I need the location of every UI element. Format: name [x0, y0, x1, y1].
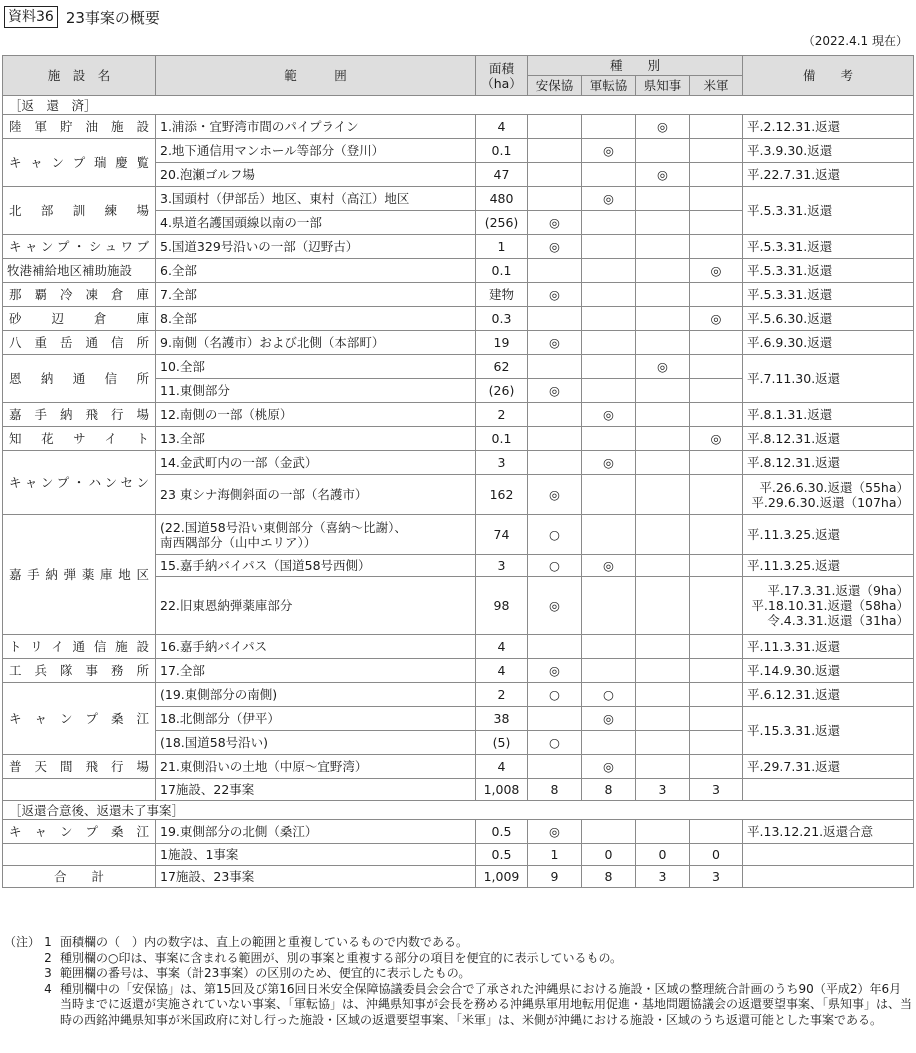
type-beigun-cell — [690, 820, 743, 844]
type-tenkan-cell: 8 — [582, 866, 636, 888]
note-cell: 平.11.3.25.返還 — [743, 555, 914, 577]
range-cell: 4.県道名護国頭線以南の一部 — [156, 211, 476, 235]
table-row — [3, 259, 914, 283]
type-tenkan-cell: ◎ — [582, 403, 636, 427]
type-chiji-cell — [636, 555, 690, 577]
col-beigun: 米軍 — [690, 76, 743, 96]
note-item — [4, 935, 912, 951]
type-anpo-cell: ○ — [528, 515, 582, 555]
type-beigun-cell — [690, 577, 743, 635]
facility-name-cell: 陸軍貯油施設 — [3, 115, 156, 139]
table-row — [3, 820, 914, 844]
table-row — [3, 355, 914, 379]
range-cell: 2.地下通信用マンホール等部分（登川） — [156, 139, 476, 163]
type-tenkan-cell: ◎ — [582, 187, 636, 211]
subtotal-row — [3, 779, 914, 801]
type-beigun-cell — [690, 707, 743, 731]
area-cell: 2 — [476, 683, 528, 707]
type-anpo-cell: ◎ — [528, 379, 582, 403]
type-chiji-cell — [636, 379, 690, 403]
type-anpo-cell: ◎ — [528, 820, 582, 844]
facility-name-cell: キャンプ瑞慶覧 — [3, 139, 156, 187]
type-tenkan-cell — [582, 577, 636, 635]
type-beigun-cell — [690, 475, 743, 515]
type-tenkan-cell — [582, 659, 636, 683]
note-number: 4 — [44, 981, 52, 996]
type-anpo-cell: ◎ — [528, 331, 582, 355]
note-cell: 平.17.3.31.返還（9ha） 平.18.10.31.返還（58ha） 令.4.3.31.返還（31ha） — [743, 577, 914, 635]
area-cell: 62 — [476, 355, 528, 379]
col-note: 備 考 — [743, 56, 914, 96]
table-row — [3, 139, 914, 163]
area-cell: 0.1 — [476, 259, 528, 283]
total-area-cell: 1,009 — [476, 866, 528, 888]
facility-name-cell: 砂辺倉庫 — [3, 307, 156, 331]
type-beigun-cell — [690, 163, 743, 187]
type-anpo-cell — [528, 307, 582, 331]
type-tenkan-cell: ○ — [582, 683, 636, 707]
type-tenkan-cell — [582, 211, 636, 235]
facility-name-cell: 北部訓練場 — [3, 187, 156, 235]
type-beigun-cell — [690, 283, 743, 307]
range-cell: 18.北側部分（伊平） — [156, 707, 476, 731]
table-row — [3, 451, 914, 475]
section-row — [3, 96, 914, 115]
type-anpo-cell: ◎ — [528, 211, 582, 235]
note-cell: 平.11.3.25.返還 — [743, 515, 914, 555]
subtotal-range-cell: 1施設、1事案 — [156, 844, 476, 866]
type-chiji-cell — [636, 235, 690, 259]
range-cell: (22.国道58号沿い東側部分（喜納～比謝）、 南西隅部分（山中エリア）） — [156, 515, 476, 555]
note-number: 1 — [44, 935, 52, 949]
section-row — [3, 801, 914, 820]
note-text: 範囲欄の番号は、事案（計23事案）の区別のため、便宜的に表示したもの。 — [60, 966, 471, 980]
area-cell: 0.1 — [476, 427, 528, 451]
type-tenkan-cell — [582, 475, 636, 515]
type-chiji-cell — [636, 659, 690, 683]
type-anpo-cell: 1 — [528, 844, 582, 866]
document-header — [4, 4, 160, 30]
note-cell: 平.5.3.31.返還 — [743, 187, 914, 235]
facility-name-cell: 那覇冷凍倉庫 — [3, 283, 156, 307]
type-anpo-cell — [528, 355, 582, 379]
note-cell: 平.13.12.21.返還合意 — [743, 820, 914, 844]
type-chiji-cell: 0 — [636, 844, 690, 866]
note-cell: 平.5.3.31.返還 — [743, 283, 914, 307]
empty-note-cell — [743, 779, 914, 801]
table-row — [3, 115, 914, 139]
type-anpo-cell — [528, 259, 582, 283]
range-cell: 23 東シナ海側斜面の一部（名護市） — [156, 475, 476, 515]
type-beigun-cell — [690, 235, 743, 259]
area-cell: 建物 — [476, 283, 528, 307]
col-anpo: 安保協 — [528, 76, 582, 96]
note-item — [4, 966, 912, 982]
range-cell: 8.全部 — [156, 307, 476, 331]
note-cell: 平.3.9.30.返還 — [743, 139, 914, 163]
type-beigun-cell — [690, 187, 743, 211]
range-cell: 19.東側部分の北側（桑江） — [156, 820, 476, 844]
note-cell: 平.29.7.31.返還 — [743, 755, 914, 779]
note-text: 面積欄の（ ）内の数字は、直上の範囲と重複しているもので内数である。 — [60, 935, 469, 949]
type-beigun-cell — [690, 403, 743, 427]
area-cell: 162 — [476, 475, 528, 515]
range-cell: 20.泡瀬ゴルフ場 — [156, 163, 476, 187]
type-tenkan-cell — [582, 635, 636, 659]
range-cell: 14.金武町内の一部（金武） — [156, 451, 476, 475]
table-row — [3, 659, 914, 683]
facility-name-cell: 嘉手納飛行場 — [3, 403, 156, 427]
type-anpo-cell: 8 — [528, 779, 582, 801]
facility-name-cell: キャンプ桑江 — [3, 820, 156, 844]
range-cell: 12.南側の一部（桃原） — [156, 403, 476, 427]
type-chiji-cell — [636, 187, 690, 211]
note-number: 3 — [44, 966, 52, 980]
area-cell: 19 — [476, 331, 528, 355]
note-number: 2 — [44, 950, 52, 965]
empty-note-cell — [743, 844, 914, 866]
type-beigun-cell — [690, 115, 743, 139]
type-chiji-cell — [636, 515, 690, 555]
area-cell: (5) — [476, 731, 528, 755]
area-cell: 4 — [476, 755, 528, 779]
type-tenkan-cell: 0 — [582, 844, 636, 866]
type-chiji-cell: 3 — [636, 779, 690, 801]
table-row — [3, 515, 914, 555]
note-text: 種別欄中の「安保協」は、第15回及び第16回日米安全保障協議委員会会合で了承された沖縄県における施設・区域の整理統合計画のうち90（平成2）年6月当時までに返還が実施されていない事案、「軍転協」は、沖縄県知事が会長を務める沖縄県軍用地転用促進・基地問題協議会の返還要望事案、「県知事」は、当時の西銘沖縄県知事が米国政府に対し行った施設・区域の返還要望事案、「米軍」は、米側が沖縄における施設・区域のうち返還可能とした事案である。 — [60, 981, 913, 1027]
col-range: 範 囲 — [156, 56, 476, 96]
range-cell: (18.国道58号沿い) — [156, 731, 476, 755]
range-cell: 3.国頭村（伊部岳）地区、東村（高江）地区 — [156, 187, 476, 211]
total-row — [3, 866, 914, 888]
type-anpo-cell — [528, 451, 582, 475]
facility-name-cell: 普天間飛行場 — [3, 755, 156, 779]
area-cell: 480 — [476, 187, 528, 211]
type-beigun-cell: ◎ — [690, 307, 743, 331]
type-tenkan-cell — [582, 331, 636, 355]
range-cell: 16.嘉手納バイパス — [156, 635, 476, 659]
type-chiji-cell — [636, 307, 690, 331]
type-chiji-cell — [636, 403, 690, 427]
col-type: 種 別 — [528, 56, 743, 76]
facility-name-cell: キャンプ桑江 — [3, 683, 156, 755]
as-of-date: （2022.4.1 現在） — [802, 34, 908, 48]
type-beigun-cell — [690, 355, 743, 379]
col-area: 面積 （ha） — [476, 56, 528, 96]
facility-name-cell: 嘉手納弾薬庫地区 — [3, 515, 156, 635]
type-chiji-cell: ◎ — [636, 355, 690, 379]
note-cell: 平.11.3.31.返還 — [743, 635, 914, 659]
area-cell: 4 — [476, 635, 528, 659]
area-cell: 47 — [476, 163, 528, 187]
range-cell: 22.旧東恩納弾薬庫部分 — [156, 577, 476, 635]
type-chiji-cell — [636, 707, 690, 731]
type-tenkan-cell: ◎ — [582, 755, 636, 779]
area-cell: 2 — [476, 403, 528, 427]
type-chiji-cell — [636, 427, 690, 451]
type-chiji-cell — [636, 475, 690, 515]
type-anpo-cell: ○ — [528, 555, 582, 577]
subtotal-area-cell: 1,008 — [476, 779, 528, 801]
facility-name-cell: 八重岳通信所 — [3, 331, 156, 355]
facility-name-cell: キャンプ・ハンセン — [3, 451, 156, 515]
type-beigun-cell — [690, 635, 743, 659]
document-title: 23事案の概要 — [65, 8, 160, 27]
table-row — [3, 235, 914, 259]
type-tenkan-cell — [582, 283, 636, 307]
area-cell: 4 — [476, 659, 528, 683]
table-row — [3, 403, 914, 427]
facility-name-cell: 工兵隊事務所 — [3, 659, 156, 683]
note-cell: 平.6.12.31.返還 — [743, 683, 914, 707]
type-tenkan-cell: ◎ — [582, 139, 636, 163]
type-anpo-cell: ◎ — [528, 235, 582, 259]
area-cell: (256) — [476, 211, 528, 235]
type-anpo-cell: ◎ — [528, 577, 582, 635]
note-cell: 平.22.7.31.返還 — [743, 163, 914, 187]
type-tenkan-cell — [582, 115, 636, 139]
total-label-cell: 合 計 — [3, 866, 156, 888]
type-anpo-cell: ○ — [528, 731, 582, 755]
type-beigun-cell — [690, 139, 743, 163]
area-cell: 38 — [476, 707, 528, 731]
section-heading: ［返 還 済］ — [3, 96, 914, 115]
type-chiji-cell — [636, 755, 690, 779]
col-chiji: 県知事 — [636, 76, 690, 96]
type-chiji-cell: ◎ — [636, 163, 690, 187]
type-beigun-cell: ◎ — [690, 259, 743, 283]
type-beigun-cell: 0 — [690, 844, 743, 866]
range-cell: 13.全部 — [156, 427, 476, 451]
note-cell: 平.8.1.31.返還 — [743, 403, 914, 427]
type-beigun-cell — [690, 515, 743, 555]
type-chiji-cell — [636, 683, 690, 707]
range-cell: 11.東側部分 — [156, 379, 476, 403]
area-cell: 0.1 — [476, 139, 528, 163]
type-chiji-cell — [636, 820, 690, 844]
note-cell: 平.5.3.31.返還 — [743, 235, 914, 259]
range-cell: 6.全部 — [156, 259, 476, 283]
type-beigun-cell — [690, 451, 743, 475]
type-anpo-cell — [528, 635, 582, 659]
type-anpo-cell — [528, 403, 582, 427]
type-anpo-cell — [528, 139, 582, 163]
type-beigun-cell: 3 — [690, 779, 743, 801]
type-tenkan-cell — [582, 235, 636, 259]
range-cell: 21.東側沿いの土地（中原～宜野湾） — [156, 755, 476, 779]
range-cell: 7.全部 — [156, 283, 476, 307]
area-cell: 98 — [476, 577, 528, 635]
type-chiji-cell — [636, 211, 690, 235]
document-label: 資料36 — [4, 6, 58, 28]
empty-name-cell — [3, 779, 156, 801]
type-beigun-cell — [690, 331, 743, 355]
type-beigun-cell — [690, 211, 743, 235]
type-tenkan-cell — [582, 427, 636, 451]
note-cell: 平.7.11.30.返還 — [743, 355, 914, 403]
facility-name-cell: 牧港補給地区補助施設 — [3, 259, 156, 283]
note-item — [4, 951, 912, 967]
table-row — [3, 187, 914, 211]
type-anpo-cell: ◎ — [528, 659, 582, 683]
table-row — [3, 635, 914, 659]
type-chiji-cell — [636, 577, 690, 635]
table-row — [3, 427, 914, 451]
type-chiji-cell — [636, 331, 690, 355]
area-cell: 0.3 — [476, 307, 528, 331]
type-anpo-cell: ◎ — [528, 475, 582, 515]
notes-prefix: （注） — [4, 935, 41, 949]
area-cell: 74 — [476, 515, 528, 555]
type-tenkan-cell — [582, 515, 636, 555]
area-cell: 3 — [476, 555, 528, 577]
note-item — [4, 982, 912, 1029]
type-anpo-cell — [528, 115, 582, 139]
type-anpo-cell: ○ — [528, 683, 582, 707]
type-tenkan-cell: ◎ — [582, 451, 636, 475]
note-cell: 平.8.12.31.返還 — [743, 451, 914, 475]
type-chiji-cell — [636, 283, 690, 307]
area-cell: 4 — [476, 115, 528, 139]
type-beigun-cell — [690, 555, 743, 577]
type-chiji-cell — [636, 635, 690, 659]
note-cell: 平.5.6.30.返還 — [743, 307, 914, 331]
type-anpo-cell: 9 — [528, 866, 582, 888]
type-beigun-cell: ◎ — [690, 427, 743, 451]
table-row — [3, 683, 914, 707]
type-anpo-cell — [528, 707, 582, 731]
type-beigun-cell — [690, 683, 743, 707]
type-tenkan-cell — [582, 379, 636, 403]
type-beigun-cell — [690, 755, 743, 779]
total-range-cell: 17施設、23事案 — [156, 866, 476, 888]
type-beigun-cell — [690, 379, 743, 403]
subtotal-row — [3, 844, 914, 866]
note-cell: 平.8.12.31.返還 — [743, 427, 914, 451]
note-cell: 平.15.3.31.返還 — [743, 707, 914, 755]
note-cell: 平.2.12.31.返還 — [743, 115, 914, 139]
type-tenkan-cell: ◎ — [582, 555, 636, 577]
type-tenkan-cell: ◎ — [582, 707, 636, 731]
range-cell: 1.浦添・宜野湾市間のパイプライン — [156, 115, 476, 139]
type-tenkan-cell — [582, 820, 636, 844]
note-cell: 平.5.3.31.返還 — [743, 259, 914, 283]
col-name: 施 設 名 — [3, 56, 156, 96]
range-cell: (19.東側部分の南側) — [156, 683, 476, 707]
type-beigun-cell: 3 — [690, 866, 743, 888]
table-row — [3, 283, 914, 307]
facility-name-cell: トリイ通信施設 — [3, 635, 156, 659]
note-cell: 平.14.9.30.返還 — [743, 659, 914, 683]
facility-name-cell: 知花サイト — [3, 427, 156, 451]
type-anpo-cell — [528, 187, 582, 211]
range-cell: 17.全部 — [156, 659, 476, 683]
type-chiji-cell: 3 — [636, 866, 690, 888]
cases-table — [2, 55, 914, 888]
range-cell: 5.国道329号沿いの一部（辺野古） — [156, 235, 476, 259]
type-chiji-cell — [636, 731, 690, 755]
type-tenkan-cell — [582, 163, 636, 187]
type-beigun-cell — [690, 731, 743, 755]
section-heading: ［返還合意後、返還未了事案］ — [3, 801, 914, 820]
type-anpo-cell — [528, 163, 582, 187]
note-text: 種別欄の○印は、事案に含まれる範囲が、別の事案と重複する部分の項目を便宜的に表示しているもの。 — [60, 950, 622, 965]
table-row — [3, 307, 914, 331]
facility-name-cell: キャンプ・シュワブ — [3, 235, 156, 259]
area-cell: (26) — [476, 379, 528, 403]
note-cell: 平.26.6.30.返還（55ha） 平.29.6.30.返還（107ha） — [743, 475, 914, 515]
notes — [4, 935, 912, 1028]
type-tenkan-cell — [582, 731, 636, 755]
area-cell: 0.5 — [476, 820, 528, 844]
type-anpo-cell — [528, 427, 582, 451]
type-tenkan-cell — [582, 355, 636, 379]
type-chiji-cell: ◎ — [636, 115, 690, 139]
subtotal-area-cell: 0.5 — [476, 844, 528, 866]
range-cell: 10.全部 — [156, 355, 476, 379]
range-cell: 15.嘉手納バイパス（国道58号西側） — [156, 555, 476, 577]
type-tenkan-cell: 8 — [582, 779, 636, 801]
type-beigun-cell — [690, 659, 743, 683]
area-cell: 1 — [476, 235, 528, 259]
subtotal-range-cell: 17施設、22事案 — [156, 779, 476, 801]
type-tenkan-cell — [582, 307, 636, 331]
empty-name-cell — [3, 844, 156, 866]
type-chiji-cell — [636, 259, 690, 283]
table-row — [3, 331, 914, 355]
table-row — [3, 755, 914, 779]
type-anpo-cell: ◎ — [528, 283, 582, 307]
col-tenkan: 軍転協 — [582, 76, 636, 96]
area-cell: 3 — [476, 451, 528, 475]
type-anpo-cell — [528, 755, 582, 779]
type-chiji-cell — [636, 139, 690, 163]
type-chiji-cell — [636, 451, 690, 475]
range-cell: 9.南側（名護市）および北側（本部町） — [156, 331, 476, 355]
type-tenkan-cell — [582, 259, 636, 283]
facility-name-cell: 恩納通信所 — [3, 355, 156, 403]
note-cell: 平.6.9.30.返還 — [743, 331, 914, 355]
empty-note-cell — [743, 866, 914, 888]
